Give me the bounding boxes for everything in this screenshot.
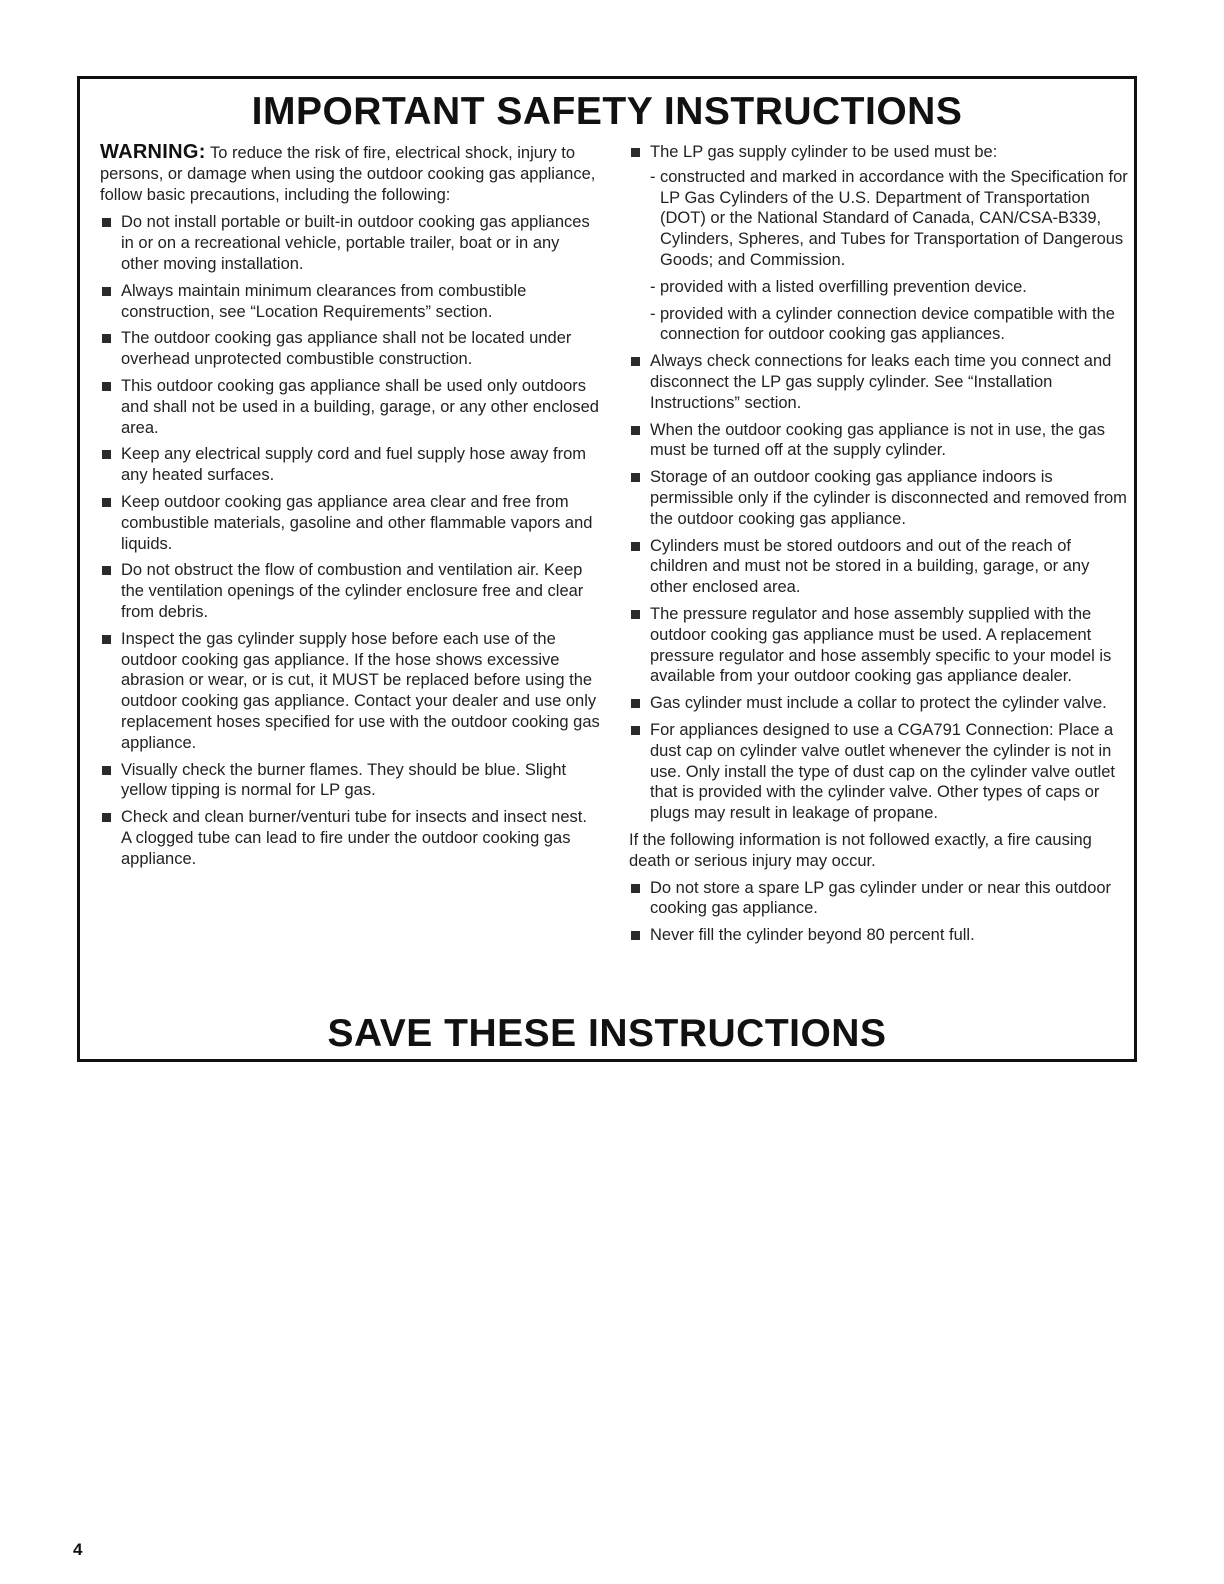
- list-item-text: This outdoor cooking gas appliance shall be used only outdoors and shall not be used in a building, garage, or any other enclosed area.: [121, 376, 599, 437]
- dash-marker: -: [650, 277, 656, 296]
- cylinder-requirements-sublist: [650, 167, 1129, 345]
- list-item: [100, 629, 600, 754]
- list-item-text: Inspect the gas cylinder supply hose before each use of the outdoor cooking gas appliance. If the hose shows excessive abrasion or wear, or is cut, it MUST be replaced before using the outdoor cooking gas appliance. Contact your dealer and use only replacement hoses specified for use with the outdoor cooking gas appliance.: [121, 629, 600, 752]
- square-bullet-icon: [102, 813, 111, 822]
- list-item: [100, 444, 600, 486]
- list-item-text: Storage of an outdoor cooking gas appliance indoors is permissible only if the cylinder is disconnected and removed from the outdoor cooking gas appliance.: [650, 468, 1127, 528]
- list-item: [100, 376, 600, 438]
- left-bullet-list: [100, 212, 600, 869]
- list-item: [100, 807, 600, 869]
- sublist-item: [650, 277, 1129, 298]
- list-item-text: When the outdoor cooking gas appliance is not in use, the gas must be turned off at the supply cylinder.: [650, 420, 1105, 460]
- list-item: [629, 351, 1129, 413]
- list-item-text: Check and clean burner/venturi tube for insects and insect nest. A clogged tube can lead to fire under the outdoor cooking gas appliance.: [121, 808, 587, 868]
- list-item: [629, 878, 1129, 920]
- warning-label: WARNING:: [100, 141, 206, 163]
- list-item: [100, 560, 600, 622]
- square-bullet-icon: [102, 635, 111, 644]
- list-item-text: Gas cylinder must include a collar to protect the cylinder valve.: [650, 694, 1107, 713]
- square-bullet-icon: [631, 610, 640, 619]
- list-item-text: For appliances designed to use a CGA791 Connection: Place a dust cap on cylinder valve outlet whenever the cylinder is not in use. Only install the type of dust cap on the cylinder valve outlet that is provided with the cylinder valve. Other types of caps or plugs may result in leakage of propane.: [650, 720, 1116, 823]
- square-bullet-icon: [102, 766, 111, 775]
- list-item: [629, 925, 1129, 946]
- square-bullet-icon: [631, 473, 640, 482]
- warning-paragraph: [100, 142, 600, 205]
- sublist-item-text: constructed and marked in accordance with the Specification for LP Gas Cylinders of the U.S. Department of Transportation (DOT) or the National Standard of Canada, CAN/CSA-B339, Cylinders, Spheres, and Tubes for Transportation of Dangerous Goods; and Commission.: [660, 167, 1128, 269]
- sublist-item-text: provided with a cylinder connection device compatible with the connection for outdoor cooking gas appliances.: [660, 304, 1115, 344]
- save-instructions-heading: SAVE THESE INSTRUCTIONS: [327, 1012, 887, 1055]
- right-column: [629, 142, 1129, 952]
- square-bullet-icon: [102, 450, 111, 459]
- square-bullet-icon: [631, 699, 640, 708]
- list-item: [629, 720, 1129, 824]
- list-item: [100, 212, 600, 274]
- square-bullet-icon: [631, 148, 640, 157]
- list-item-text: Do not store a spare LP gas cylinder under or near this outdoor cooking gas appliance.: [650, 878, 1112, 918]
- list-item: [629, 467, 1129, 529]
- sublist-item: [650, 167, 1129, 271]
- square-bullet-icon: [102, 218, 111, 227]
- list-item-text: The pressure regulator and hose assembly supplied with the outdoor cooking gas appliance must be used. A replacement pressure regulator and hose assembly specific to your model is available from your outdoor cooking gas appliance dealer.: [650, 604, 1112, 686]
- list-item-text: The LP gas supply cylinder to be used must be:: [650, 143, 998, 161]
- list-item-text: Keep any electrical supply cord and fuel supply hose away from any heated surfaces.: [121, 445, 587, 485]
- list-item-text: Always maintain minimum clearances from combustible construction, see “Location Requirements” section.: [121, 281, 527, 321]
- list-item-text: Do not obstruct the flow of combustion and ventilation air. Keep the ventilation openings of the cylinder enclosure free and clear from debris.: [121, 561, 584, 621]
- square-bullet-icon: [102, 334, 111, 343]
- list-item: [100, 760, 600, 802]
- list-item: [629, 693, 1129, 714]
- list-item-text: The outdoor cooking gas appliance shall not be located under overhead unprotected combustible construction.: [121, 329, 572, 369]
- list-item-text: Always check connections for leaks each time you connect and disconnect the LP gas supply cylinder. See “Installation Instructions” section.: [650, 352, 1112, 412]
- page-title: IMPORTANT SAFETY INSTRUCTIONS: [251, 90, 963, 133]
- dash-marker: -: [650, 167, 656, 186]
- list-item-text: Cylinders must be stored outdoors and out of the reach of children and must not be stored in a building, garage, or any other enclosed area.: [650, 536, 1090, 597]
- list-item: [100, 328, 600, 370]
- square-bullet-icon: [631, 542, 640, 551]
- warning-text: To reduce the risk of fire, electrical shock, injury to persons, or damage when using the outdoor cooking gas appliance, follow basic precautions, including the following:: [100, 144, 596, 204]
- final-bullet-list: [629, 878, 1129, 946]
- right-bullet-list: [629, 142, 1129, 824]
- square-bullet-icon: [102, 566, 111, 575]
- square-bullet-icon: [631, 931, 640, 940]
- fire-warning-note: If the following information is not followed exactly, a fire causing death or serious injury may occur.: [629, 830, 1092, 870]
- list-item: [100, 281, 600, 323]
- sublist-item: [650, 304, 1129, 346]
- square-bullet-icon: [631, 357, 640, 366]
- left-column: [100, 142, 600, 876]
- square-bullet-icon: [631, 426, 640, 435]
- square-bullet-icon: [102, 498, 111, 507]
- list-item-text: Visually check the burner flames. They should be blue. Slight yellow tipping is normal for LP gas.: [121, 760, 567, 800]
- list-item: [629, 536, 1129, 598]
- list-item: [629, 604, 1129, 687]
- list-item: [629, 142, 1129, 345]
- list-item-text: Keep outdoor cooking gas appliance area clear and free from combustible materials, gasoline and other flammable vapors and liquids.: [121, 492, 593, 553]
- list-item: [100, 492, 600, 554]
- list-item-text: Never fill the cylinder beyond 80 percent full.: [650, 926, 975, 945]
- list-item-text: Do not install portable or built-in outdoor cooking gas appliances in or on a recreational vehicle, portable trailer, boat or in any other moving installation.: [121, 213, 590, 273]
- square-bullet-icon: [102, 382, 111, 391]
- list-item: [629, 420, 1129, 462]
- square-bullet-icon: [102, 287, 111, 296]
- dash-marker: -: [650, 304, 656, 323]
- square-bullet-icon: [631, 884, 640, 893]
- page-number: 4: [73, 1540, 83, 1559]
- sublist-item-text: provided with a listed overfilling prevention device.: [660, 277, 1027, 296]
- square-bullet-icon: [631, 726, 640, 735]
- safety-instructions-box: [77, 76, 1137, 1062]
